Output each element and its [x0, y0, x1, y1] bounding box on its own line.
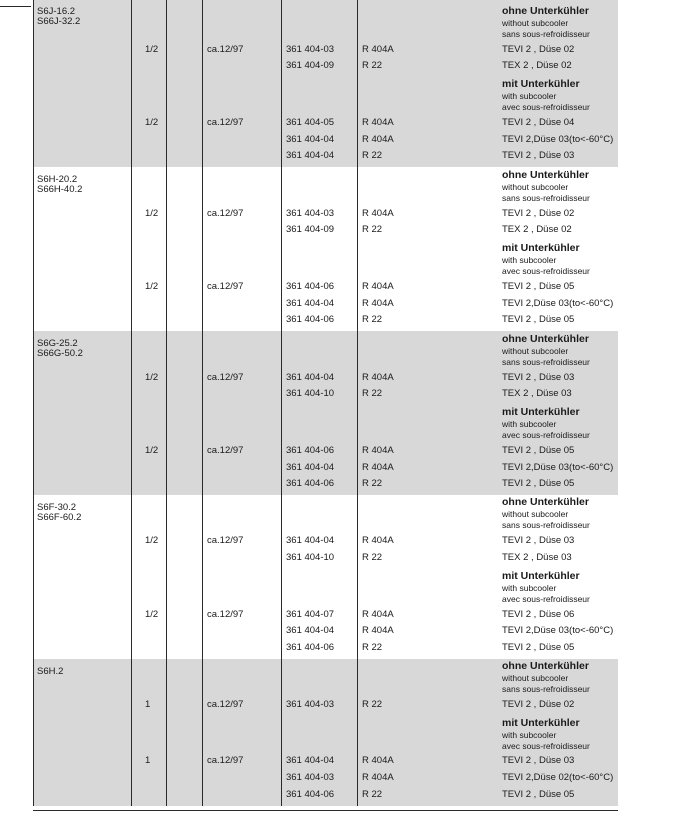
heading-without-subcooler-de: ohne Unterkühler — [502, 5, 589, 17]
heading-with-subcooler-de: mit Unterkühler — [502, 242, 580, 254]
row-date: ca.12/97 — [207, 281, 244, 292]
row-refrigerant: R 404A — [362, 445, 394, 456]
row-part-number: 361 404-04 — [286, 625, 335, 636]
heading-without-subcooler-fr: sans sous-refroidisseur — [502, 29, 590, 39]
model-name: S6J-16.2 — [37, 6, 76, 17]
row-part-number: 361 404-03 — [286, 772, 335, 783]
heading-without-subcooler-de: ohne Unterkühler — [502, 333, 589, 345]
model-name: S66F-60.2 — [37, 512, 82, 523]
row-expansion-valve: TEVI 2,Düse 03(to<-60°C) — [502, 462, 614, 473]
row-expansion-valve: TEVI 2 , Düse 05 — [502, 478, 575, 489]
row-date: ca.12/97 — [207, 372, 244, 383]
heading-with-subcooler-fr: avec sous-refroidisseur — [502, 102, 590, 112]
row-expansion-valve: TEX 2 , Düse 02 — [502, 60, 572, 71]
row-expansion-valve: TEVI 2,Düse 02(to<-60°C) — [502, 772, 614, 783]
row-quantity: 1 — [145, 699, 151, 710]
row-part-number: 361 404-04 — [286, 150, 335, 161]
row-expansion-valve: TEVI 2 , Düse 05 — [502, 314, 575, 325]
row-refrigerant: R 404A — [362, 281, 394, 292]
row-part-number: 361 404-06 — [286, 281, 335, 292]
row-part-number: 361 404-04 — [286, 134, 335, 145]
row-quantity: 1/2 — [145, 117, 159, 128]
row-refrigerant: R 22 — [362, 388, 383, 399]
heading-with-subcooler-en: with subcooler — [502, 730, 557, 740]
row-expansion-valve: TEVI 2 , Düse 02 — [502, 208, 575, 219]
row-expansion-valve: TEVI 2 , Düse 05 — [502, 445, 575, 456]
row-expansion-valve: TEVI 2 , Düse 03 — [502, 535, 575, 546]
heading-with-subcooler-en: with subcooler — [502, 255, 557, 265]
row-part-number: 361 404-03 — [286, 44, 335, 55]
model-name: S66G-50.2 — [37, 348, 83, 359]
model-name: S66H-40.2 — [37, 184, 83, 195]
heading-with-subcooler-de: mit Unterkühler — [502, 717, 580, 729]
heading-with-subcooler-fr: avec sous-refroidisseur — [502, 594, 590, 604]
row-part-number: 361 404-04 — [286, 755, 335, 766]
row-part-number: 361 404-06 — [286, 478, 335, 489]
row-part-number: 361 404-03 — [286, 208, 335, 219]
row-expansion-valve: TEVI 2 , Düse 06 — [502, 609, 575, 620]
bottom-rule — [33, 810, 618, 811]
heading-with-subcooler-de: mit Unterkühler — [502, 406, 580, 418]
heading-with-subcooler-en: with subcooler — [502, 419, 557, 429]
heading-without-subcooler-fr: sans sous-refroidisseur — [502, 193, 590, 203]
row-refrigerant: R 22 — [362, 478, 383, 489]
heading-without-subcooler-fr: sans sous-refroidisseur — [502, 357, 590, 367]
row-expansion-valve: TEVI 2 , Düse 03 — [502, 372, 575, 383]
row-date: ca.12/97 — [207, 609, 244, 620]
row-quantity: 1/2 — [145, 208, 159, 219]
row-part-number: 361 404-06 — [286, 445, 335, 456]
row-part-number: 361 404-04 — [286, 535, 335, 546]
column-divider — [202, 0, 203, 806]
row-part-number: 361 404-04 — [286, 372, 335, 383]
row-refrigerant: R 22 — [362, 552, 383, 563]
model-name: S66J-32.2 — [37, 16, 81, 27]
row-part-number: 361 404-03 — [286, 699, 335, 710]
heading-with-subcooler-fr: avec sous-refroidisseur — [502, 430, 590, 440]
column-divider — [131, 0, 132, 806]
heading-with-subcooler-en: with subcooler — [502, 91, 557, 101]
heading-with-subcooler-fr: avec sous-refroidisseur — [502, 266, 590, 276]
row-refrigerant: R 404A — [362, 462, 394, 473]
row-date: ca.12/97 — [207, 699, 244, 710]
row-expansion-valve: TEVI 2 , Düse 03 — [502, 150, 575, 161]
row-expansion-valve: TEVI 2 , Düse 05 — [502, 789, 575, 800]
heading-without-subcooler-fr: sans sous-refroidisseur — [502, 520, 590, 530]
row-quantity: 1/2 — [145, 445, 159, 456]
top-rule — [0, 6, 31, 7]
heading-without-subcooler-de: ohne Unterkühler — [502, 496, 589, 508]
row-expansion-valve: TEX 2 , Düse 03 — [502, 388, 572, 399]
row-part-number: 361 404-06 — [286, 789, 335, 800]
row-refrigerant: R 404A — [362, 772, 394, 783]
model-name: S6G-25.2 — [37, 338, 78, 349]
row-date: ca.12/97 — [207, 44, 244, 55]
row-refrigerant: R 22 — [362, 789, 383, 800]
heading-with-subcooler-de: mit Unterkühler — [502, 78, 580, 90]
row-expansion-valve: TEVI 2,Düse 03(to<-60°C) — [502, 625, 614, 636]
row-part-number: 361 404-09 — [286, 60, 335, 71]
row-refrigerant: R 404A — [362, 625, 394, 636]
row-part-number: 361 404-07 — [286, 609, 335, 620]
row-refrigerant: R 404A — [362, 298, 394, 309]
row-expansion-valve: TEVI 2 , Düse 02 — [502, 44, 575, 55]
row-quantity: 1/2 — [145, 535, 159, 546]
heading-without-subcooler-en: without subcooler — [502, 346, 569, 356]
heading-without-subcooler-fr: sans sous-refroidisseur — [502, 684, 590, 694]
row-refrigerant: R 404A — [362, 755, 394, 766]
row-date: ca.12/97 — [207, 755, 244, 766]
model-name: S6F-30.2 — [37, 502, 77, 513]
row-part-number: 361 404-10 — [286, 552, 335, 563]
row-date: ca.12/97 — [207, 117, 244, 128]
row-part-number: 361 404-06 — [286, 642, 335, 653]
row-refrigerant: R 22 — [362, 699, 383, 710]
row-expansion-valve: TEVI 2,Düse 03(to<-60°C) — [502, 134, 614, 145]
row-expansion-valve: TEVI 2 , Düse 05 — [502, 642, 575, 653]
heading-without-subcooler-de: ohne Unterkühler — [502, 169, 589, 181]
row-expansion-valve: TEVI 2 , Düse 03 — [502, 755, 575, 766]
heading-with-subcooler-en: with subcooler — [502, 583, 557, 593]
heading-without-subcooler-en: without subcooler — [502, 182, 569, 192]
row-part-number: 361 404-05 — [286, 117, 335, 128]
row-date: ca.12/97 — [207, 208, 244, 219]
row-quantity: 1/2 — [145, 372, 159, 383]
row-part-number: 361 404-04 — [286, 298, 335, 309]
row-refrigerant: R 22 — [362, 224, 383, 235]
heading-with-subcooler-fr: avec sous-refroidisseur — [502, 741, 590, 751]
row-refrigerant: R 22 — [362, 60, 383, 71]
heading-with-subcooler-de: mit Unterkühler — [502, 570, 580, 582]
row-date: ca.12/97 — [207, 445, 244, 456]
row-date: ca.12/97 — [207, 535, 244, 546]
row-part-number: 361 404-06 — [286, 314, 335, 325]
row-expansion-valve: TEVI 2 , Düse 02 — [502, 699, 575, 710]
column-divider — [166, 0, 167, 806]
row-refrigerant: R 404A — [362, 117, 394, 128]
heading-without-subcooler-en: without subcooler — [502, 18, 569, 28]
row-part-number: 361 404-09 — [286, 224, 335, 235]
row-refrigerant: R 404A — [362, 372, 394, 383]
model-name: S6H-20.2 — [37, 174, 78, 185]
row-quantity: 1/2 — [145, 44, 159, 55]
column-divider — [357, 0, 358, 806]
heading-without-subcooler-en: without subcooler — [502, 509, 569, 519]
heading-without-subcooler-en: without subcooler — [502, 673, 569, 683]
row-expansion-valve: TEVI 2 , Düse 04 — [502, 117, 575, 128]
row-refrigerant: R 404A — [362, 208, 394, 219]
row-refrigerant: R 22 — [362, 314, 383, 325]
row-expansion-valve: TEVI 2 , Düse 05 — [502, 281, 575, 292]
column-divider — [281, 0, 282, 806]
row-refrigerant: R 404A — [362, 44, 394, 55]
row-expansion-valve: TEX 2 , Düse 02 — [502, 224, 572, 235]
row-quantity: 1/2 — [145, 281, 159, 292]
row-refrigerant: R 404A — [362, 609, 394, 620]
row-refrigerant: R 22 — [362, 642, 383, 653]
column-divider — [33, 0, 34, 806]
row-refrigerant: R 404A — [362, 535, 394, 546]
row-refrigerant: R 404A — [362, 134, 394, 145]
heading-without-subcooler-de: ohne Unterkühler — [502, 660, 589, 672]
model-name: S6H.2 — [37, 666, 64, 677]
row-quantity: 1/2 — [145, 609, 159, 620]
row-part-number: 361 404-04 — [286, 462, 335, 473]
row-quantity: 1 — [145, 755, 151, 766]
row-part-number: 361 404-10 — [286, 388, 335, 399]
row-refrigerant: R 22 — [362, 150, 383, 161]
row-expansion-valve: TEVI 2,Düse 03(to<-60°C) — [502, 298, 614, 309]
row-expansion-valve: TEX 2 , Düse 03 — [502, 552, 572, 563]
